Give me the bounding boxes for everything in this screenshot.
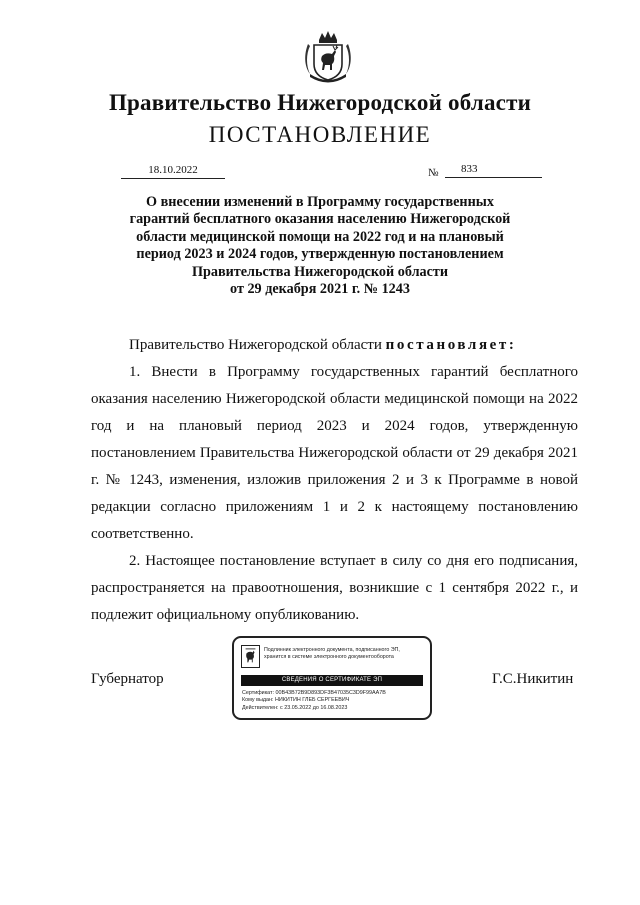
document-subject (110, 194, 530, 298)
signatory-name: Г.С.Никитин (492, 671, 574, 687)
clause-2: 2. Настоящее постановление вступает в силу со дня его подписания, распространяется на правоотношения, возникшие с 1 сентября 2022 г., и подлежит официальному опубликованию. (91, 553, 578, 623)
certificate-number: Сертификат: 00B43B72B9D893DF3B47035C3D9F99AA7B (242, 690, 386, 696)
stamp-header (264, 647, 430, 661)
subject-line: от 29 декабря 2021 г. № 1243 (230, 281, 410, 298)
document-body (91, 332, 578, 629)
stamp-details (242, 690, 386, 712)
number-sign: № (428, 167, 439, 179)
clause-1: 1. Внести в Программу государственных гарантий бесплатного оказания населению Нижегородской области медицинской помощи на 2022 год и на плановый период 2023 и 2024 годов, утвержденную постановлением Правительства Нижегородской области от 29 декабря 2021 г. № 1243, изменения, изложив приложения 2 и 3 к Программе в новой редакции согласно приложениям 1 и 2 к настоящему постановлению соответственно. (91, 364, 578, 542)
document-date: 18.10.2022 (121, 164, 225, 179)
preamble-text: Правительство Нижегородской области (129, 337, 382, 353)
electronic-signature-stamp (232, 636, 432, 720)
stamp-title-bar: СВЕДЕНИЯ О СЕРТИФИКАТЕ ЭП (241, 675, 423, 686)
preamble-paragraph (91, 332, 578, 359)
subject-line: О внесении изменений в Программу государственных (146, 194, 494, 210)
decree-word: постановляет: (385, 337, 517, 353)
organization-title: Правительство Нижегородской области (108, 90, 532, 115)
coat-of-arms-icon (302, 30, 354, 84)
certificate-validity: Действителен: с 23.05.2022 до 16.08.2023 (242, 704, 348, 711)
stamp-header-line: Подлинник электронного документа, подписанного ЭП, (264, 647, 400, 653)
document-number-field (445, 163, 542, 178)
certificate-owner: Кому выдан: НИКИТИН ГЛЕБ СЕРГЕЕВИЧ (242, 697, 350, 704)
government-emblem-icon (241, 645, 260, 668)
signatory-position: Губернатор (91, 671, 164, 687)
subject-line: гарантий бесплатного оказания населению Нижегородской (129, 211, 511, 228)
subject-line: период 2023 и 2024 годов, утвержденную постановлением (136, 246, 504, 263)
stamp-header-line: хранится в системе электронного документооборота (264, 654, 394, 660)
document-number: 833 (461, 163, 478, 175)
subject-line: области медицинской помощи на 2022 год и на плановый (136, 228, 504, 245)
document-type: ПОСТАНОВЛЕНИЕ (208, 122, 432, 147)
subject-line: Правительства Нижегородской области (191, 263, 449, 280)
